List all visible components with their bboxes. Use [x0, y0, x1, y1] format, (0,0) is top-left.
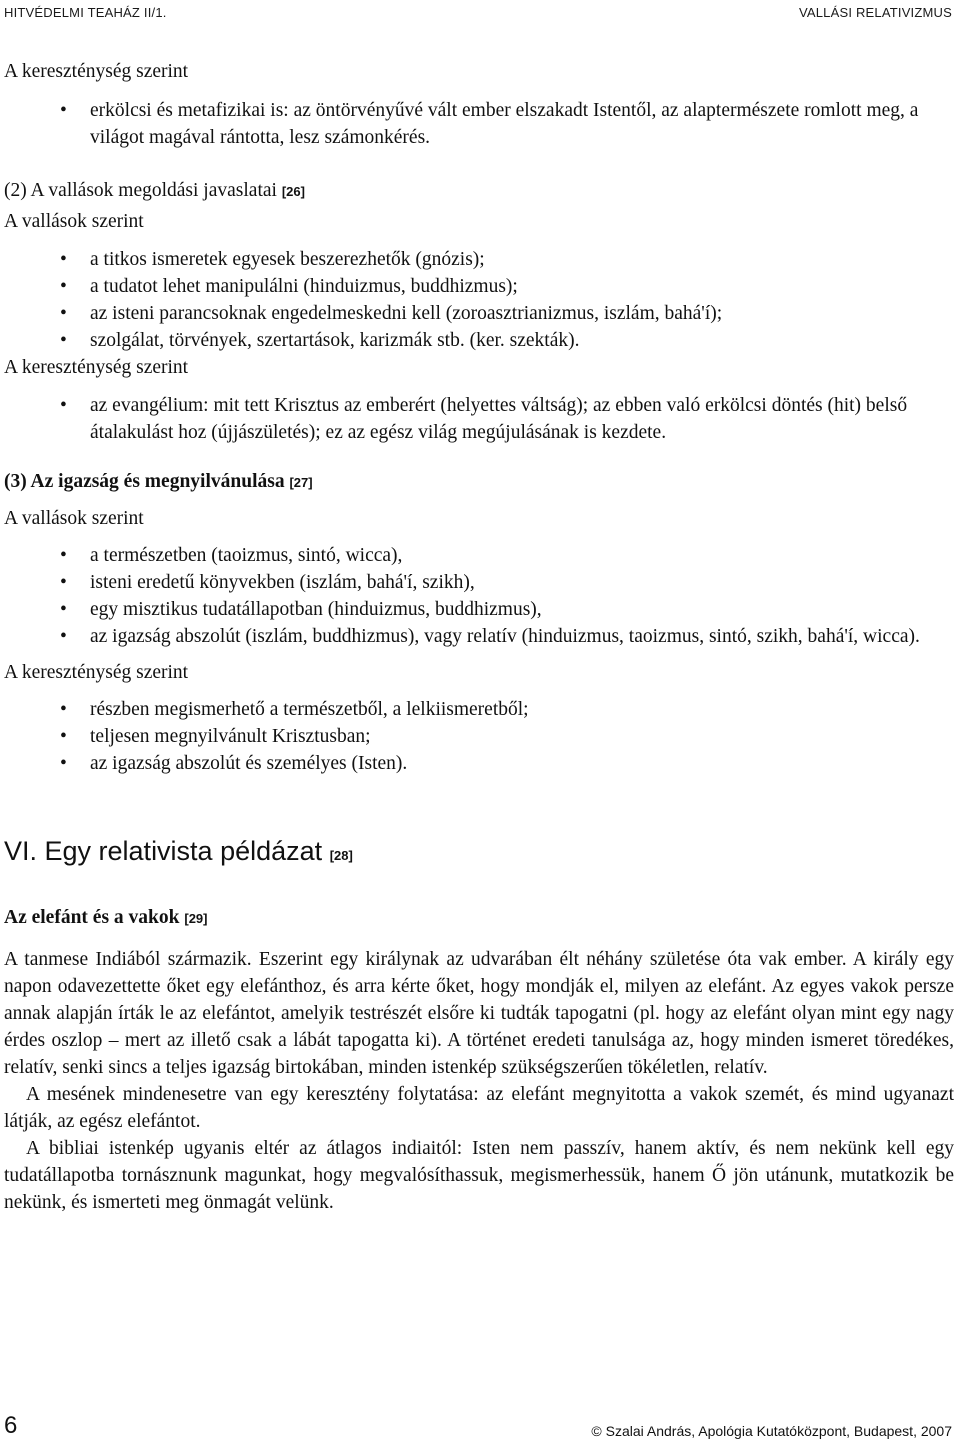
- bullet-icon: •: [60, 699, 67, 720]
- list-item: [4, 392, 954, 446]
- story-paragraph: A bibliai istenkép ugyanis eltér az átlagos indiaitól: Isten nem passzív, hanem aktív, és nem nekünk kell egy tudatállapotba tornásznunk magunkat, hogy megvalósíthassuk, megismerhessük, hanem Ő jön utánunk, mutatkozik be nekünk, és ismerteti meg önmagát velünk.: [4, 1138, 954, 1213]
- bullet-icon: •: [60, 100, 67, 121]
- bullet-icon: •: [60, 545, 67, 566]
- list-item: [4, 750, 954, 777]
- list-item-text: erkölcsi és metafizikai is: az öntörvényűvé vált ember elszakadt Istentől, az alaptermészete romlott meg, a világot magával rántotta, lesz számonkérés.: [90, 100, 919, 148]
- list-item: [4, 273, 954, 300]
- christian-view-label: A kereszténység szerint: [4, 662, 189, 683]
- section-title: (2) A vallások megoldási javaslatai: [4, 180, 277, 201]
- bullet-icon: •: [60, 753, 67, 774]
- religions-view-list: [4, 246, 954, 354]
- section-heading: [4, 177, 954, 205]
- footnote-ref: [28]: [329, 848, 353, 863]
- christian-view-list: [4, 696, 954, 777]
- chapter-title: VI. Egy relativista példázat: [4, 836, 323, 866]
- list-item: [4, 569, 954, 596]
- list-item: [4, 723, 954, 750]
- religions-view-label: A vallások szerint: [4, 508, 144, 529]
- bullet-icon: •: [60, 276, 67, 297]
- list-item-text: a titkos ismeretek egyesek beszerezhetők (gnózis);: [90, 249, 485, 270]
- footnote-ref: [27]: [289, 475, 313, 490]
- footnote-ref: [29]: [184, 911, 208, 926]
- list-item-text: a tudatot lehet manipulálni (hinduizmus, buddhizmus);: [90, 276, 518, 297]
- bullet-icon: •: [60, 726, 67, 747]
- list-item-text: teljesen megnyilvánult Krisztusban;: [90, 726, 371, 747]
- religions-view-list: [4, 542, 954, 650]
- list-item: [4, 696, 954, 723]
- list-item-text: az igazság abszolút (iszlám, buddhizmus), vagy relatív (hinduizmus, taoizmus, sintó, szikh, bahá'í, wicca).: [90, 626, 920, 647]
- footnote-ref: [26]: [281, 184, 305, 199]
- running-header-right: VALLÁSI RELATIVIZMUS: [798, 5, 952, 20]
- bullet-icon: •: [60, 249, 67, 270]
- list-item-text: a természetben (taoizmus, sintó, wicca),: [90, 545, 403, 566]
- list-item-text: az igazság abszolút és személyes (Isten).: [90, 753, 408, 774]
- running-header-left: HITVÉDELMI TEAHÁZ II/1.: [4, 5, 167, 20]
- story-paragraph: A tanmese Indiából származik. Eszerint egy királynak az udvarában élt néhány születése óta vak ember. A király egy napon odavezettette őket egy elefánthoz, és arra kérte őket, hogy mondják el, milyen az elefánt. Az egyes vakok persze annak alapján írták le az elefántot, amelyik testrészét elsőre ki tudták tapogatni (pl. hogy az elefánt olyan mint egy nagy érdes oszlop – mert az illető csak a lábát tapogatta ki). A történet eredeti tanulsága az, hogy minden ismeret töredékes, relatív, senki sincs a teljes igazság birtokában, minden istenkép szükségszerűen tökéletlen, relatív.: [4, 949, 954, 1078]
- bullet-icon: •: [60, 303, 67, 324]
- section-heading: [4, 468, 954, 496]
- bullet-icon: •: [60, 330, 67, 351]
- list-item: [4, 623, 954, 650]
- list-item-text: egy misztikus tudatállapotban (hinduizmus, buddhizmus),: [90, 599, 542, 620]
- christian-view-label: A kereszténység szerint: [4, 61, 189, 82]
- religions-view-label: A vallások szerint: [4, 211, 144, 232]
- christian-view-label: A kereszténység szerint: [4, 357, 189, 378]
- page-content: [4, 58, 954, 1216]
- list-item-text: az isteni parancsoknak engedelmeskedni kell (zoroasztrianizmus, iszlám, bahá'í);: [90, 303, 723, 324]
- list-item: [4, 542, 954, 569]
- list-item-text: az evangélium: mit tett Krisztus az emberért (helyettes váltság); az ebben való erkölcsi döntés (hit) belső átalakulást hoz (újjászületés); ez az egész világ megújulásának is kezdete.: [90, 395, 908, 443]
- list-item: [4, 97, 954, 151]
- bullet-icon: •: [60, 599, 67, 620]
- section-title: (3) Az igazság és megnyilvánulása: [4, 471, 285, 492]
- story-paragraph: A mesének mindenesetre van egy keresztény folytatása: az elefánt megnyitotta a vakok szemét, és mind ugyanazt látják, az egész elefántot.: [4, 1084, 954, 1132]
- christian-view-list: [4, 97, 954, 151]
- christian-view-list: [4, 392, 954, 446]
- list-item: [4, 300, 954, 327]
- chapter-heading: [4, 835, 954, 872]
- list-item: [4, 246, 954, 273]
- bullet-icon: •: [60, 572, 67, 593]
- story-heading: [4, 904, 954, 932]
- list-item-text: szolgálat, törvények, szertartások, karizmák stb. (ker. szekták).: [90, 330, 580, 351]
- story-title: Az elefánt és a vakok: [4, 907, 180, 928]
- bullet-icon: •: [60, 626, 67, 647]
- list-item: [4, 596, 954, 623]
- copyright-notice: © Szalai András, Apológia Kutatóközpont, Budapest, 2007: [591, 1423, 952, 1439]
- list-item: [4, 327, 954, 354]
- page-number: 6: [4, 1412, 18, 1439]
- list-item-text: részben megismerhető a természetből, a lelkiismeretből;: [90, 699, 529, 720]
- bullet-icon: •: [60, 395, 67, 416]
- list-item-text: isteni eredetű könyvekben (iszlám, bahá'í, szikh),: [90, 572, 475, 593]
